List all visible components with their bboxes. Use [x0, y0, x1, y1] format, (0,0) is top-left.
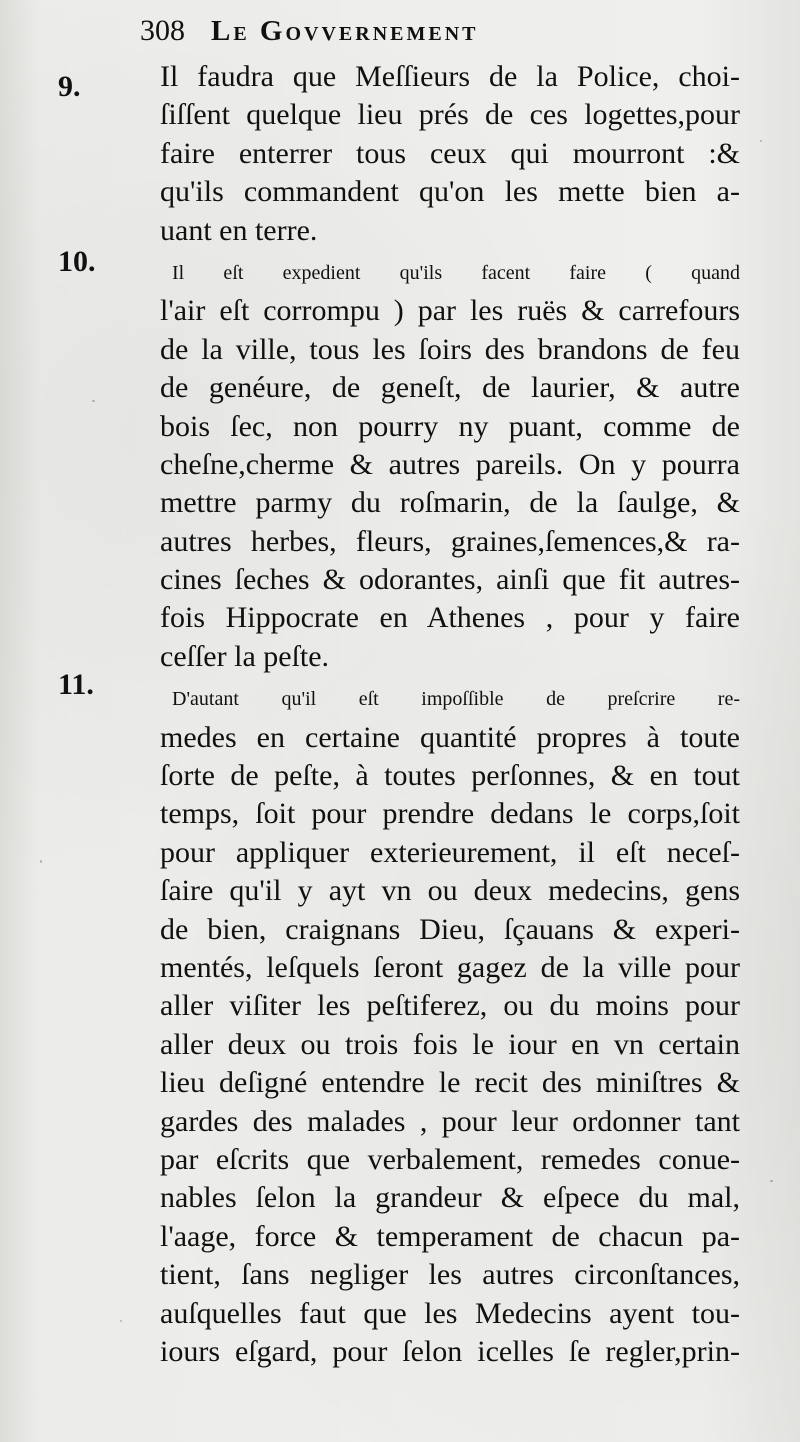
text-line: qu'ils commandent qu'on les mette bien a- — [160, 175, 740, 209]
text-line: tient, ſans negliger les autres circonſtances, — [160, 1258, 740, 1292]
paper-speck — [120, 1320, 122, 1322]
text-line: cines ſeches & odorantes, ainſi que fit autres- — [160, 563, 740, 597]
text-line: iours eſgard, pour ſelon icelles ſe regler,prin- — [160, 1334, 740, 1368]
text-line: nables ſelon la grandeur & eſpece du mal, — [160, 1181, 740, 1215]
text-line: de bien, craignans Dieu, ſçauans & experi- — [160, 912, 740, 946]
paragraph-11 — [160, 680, 740, 1371]
text-line: mettre parmy du roſmarin, de la ſaulge, & — [160, 486, 740, 520]
text-line: aller viſiter les peſtiferez, ou du moins pour — [160, 989, 740, 1023]
body-text — [160, 58, 740, 1371]
text-line: cheſne,cherme & autres pareils. On y pourra — [160, 447, 740, 481]
paper-speck — [770, 1180, 773, 1182]
text-line: bois ſec, non pourry ny puant, comme de — [160, 409, 740, 443]
text-line: ſaire qu'il y ayt vn ou deux medecins, gens — [160, 874, 740, 908]
text-line: faire enterrer tous ceux qui mourront :& — [160, 136, 740, 170]
text-line: Il faudra que Meſſieurs de la Police, choi- — [160, 60, 740, 93]
margin-number-9: 9. — [58, 70, 81, 103]
text-line: lieu deſigné entendre le recit des miniſtres & — [160, 1066, 740, 1100]
text-line: de genéure, de geneſt, de laurier, & autre — [160, 371, 740, 405]
text-line: ſiſſent quelque lieu prés de ces logettes,pour — [160, 98, 740, 132]
page-number: 308 — [140, 14, 185, 47]
page-header — [140, 14, 740, 54]
text-line: ſorte de peſte, à toutes perſonnes, & en tout — [160, 759, 740, 793]
paragraph-10 — [160, 254, 740, 676]
text-line: par eſcrits que verbalement, remedes conue- — [160, 1142, 740, 1176]
paper-speck — [760, 140, 762, 142]
paper-speck — [40, 860, 42, 863]
text-line: de la ville, tous les ſoirs des brandons de feu — [160, 332, 740, 366]
paragraph-9 — [160, 58, 740, 250]
text-line: mentés, leſquels ſeront gagez de la ville pour — [160, 950, 740, 984]
text-line: temps, ſoit pour prendre dedans le corps,ſoit — [160, 797, 740, 831]
text-line: Il eſt expedient qu'ils facent faire ( quand — [172, 261, 740, 284]
text-line: ceſſer la peſte. — [160, 639, 330, 673]
paper-speck — [92, 400, 95, 402]
text-line: l'aage, force & temperament de chacun pa- — [160, 1219, 740, 1253]
text-line: aller deux ou trois fois le iour en vn certain — [160, 1027, 740, 1061]
text-line: fois Hippocrate en Athenes , pour y faire — [160, 601, 740, 635]
text-line: pour appliquer exterieurement, il eſt neceſ- — [160, 835, 740, 869]
margin-number-11: 11. — [58, 668, 94, 701]
text-line: autres herbes, fleurs, graines,ſemences,& ra- — [160, 524, 740, 558]
text-line: auſquelles faut que les Medecins ayent tou- — [160, 1296, 740, 1330]
text-line: D'autant qu'il eſt impoſſible de preſcrire re- — [172, 688, 740, 711]
text-line: uant en terre. — [160, 213, 318, 247]
running-title: Le Govvernement — [211, 15, 479, 47]
text-line: l'air eſt corrompu ) par les ruës & carrefours — [160, 294, 740, 328]
text-line: medes en certaine quantité propres à toute — [160, 720, 740, 754]
text-line: gardes des malades , pour leur ordonner tant — [160, 1104, 740, 1138]
margin-number-10: 10. — [58, 245, 96, 278]
